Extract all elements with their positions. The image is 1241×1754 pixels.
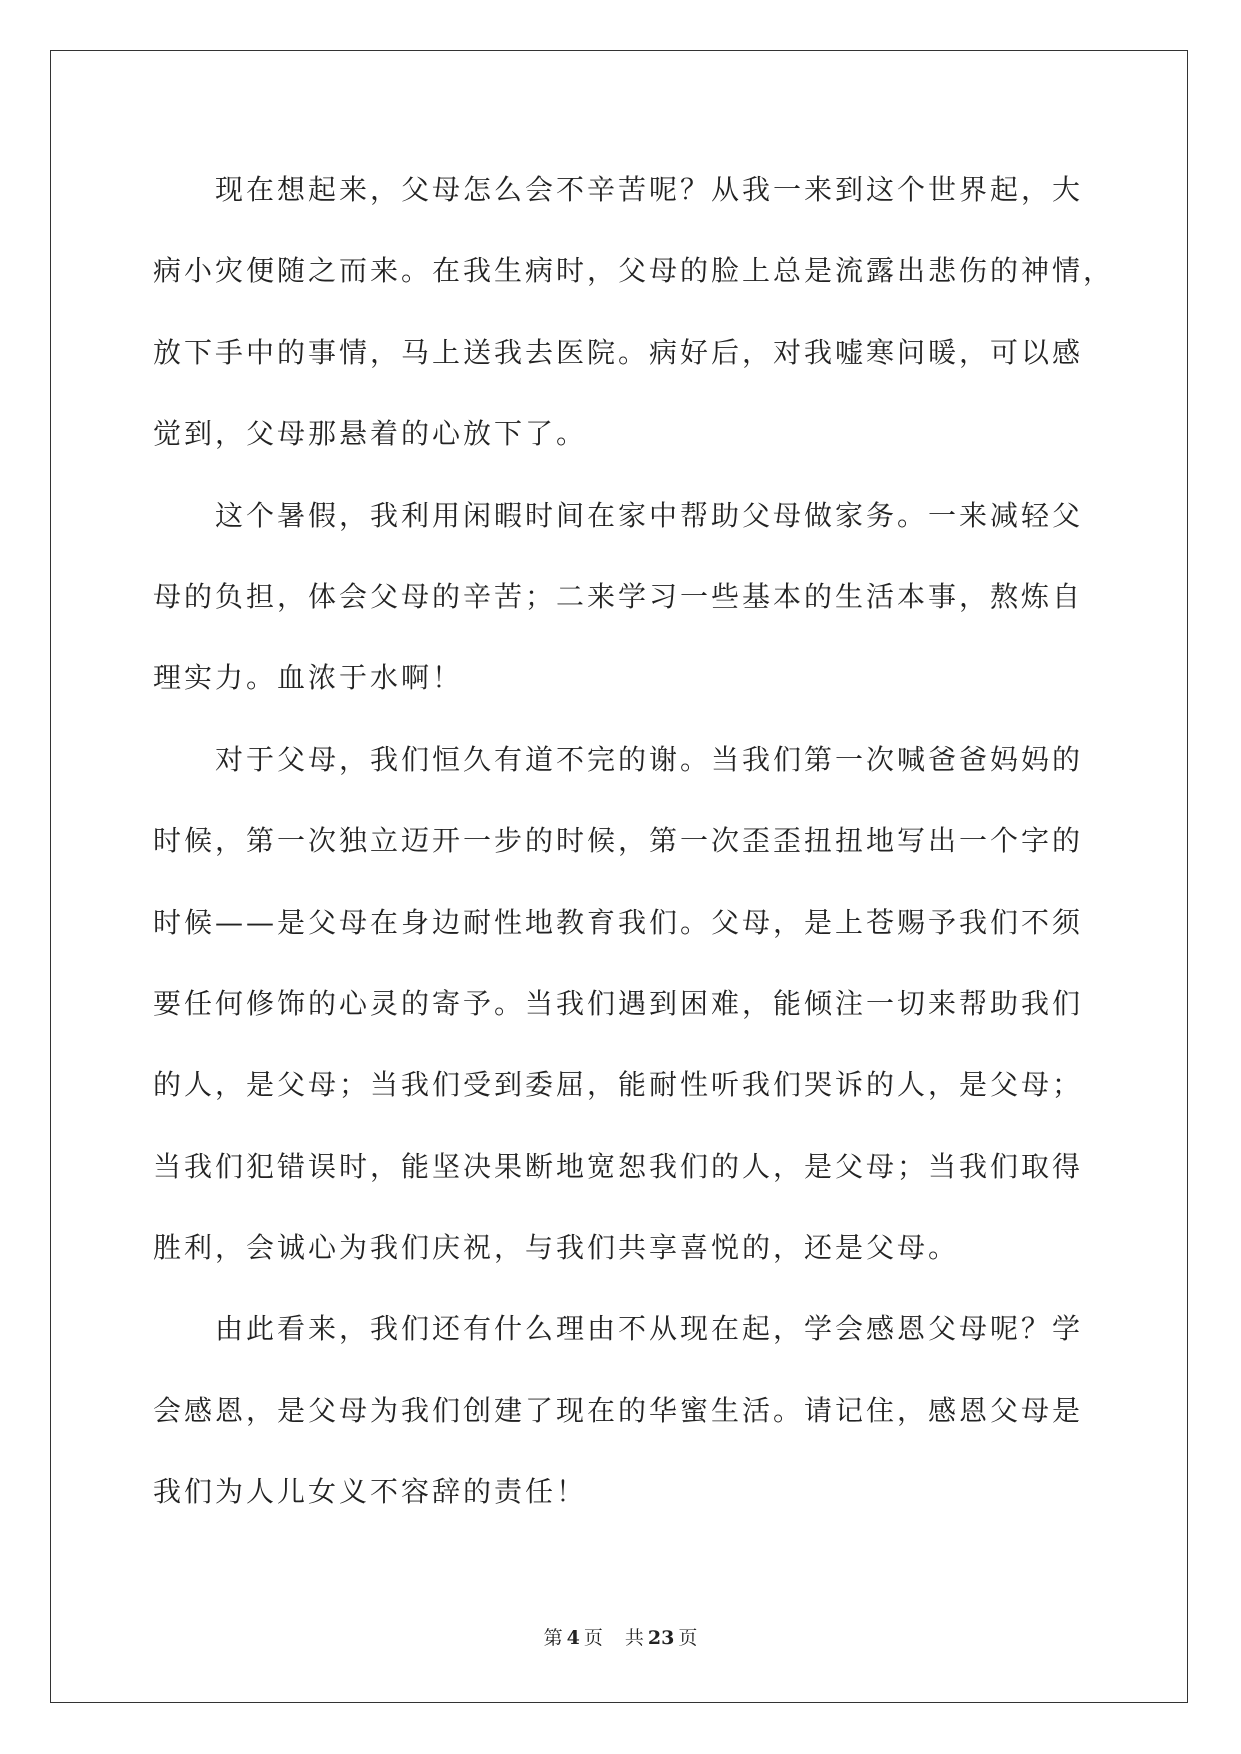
page-number-prefix: 第 [543, 1627, 563, 1649]
text-line: 理实力。血浓于水啊！ [153, 661, 464, 695]
document-body [153, 149, 1114, 1533]
text-line: 这个暑假，我利用闲暇时间在家中帮助父母做家务。一来减轻父 [215, 498, 1084, 532]
total-pages-suffix: 页 [678, 1627, 698, 1649]
paragraph [153, 475, 1114, 719]
text-line: 放下手中的事情，马上送我去医院。病好后，对我嘘寒问暖，可以感 [153, 335, 1084, 369]
page-footer [0, 1624, 1241, 1652]
text-line: 当我们犯错误时，能坚决果断地宽恕我们的人，是父母；当我们取得 [153, 1149, 1084, 1183]
text-line: 母的负担，体会父母的辛苦；二来学习一些基本的生活本事，熬炼自 [153, 579, 1084, 613]
text-line: 觉到，父母那悬着的心放下了。 [153, 417, 588, 451]
text-line: 时候，第一次独立迈开一步的时候，第一次歪歪扭扭地写出一个字的 [153, 824, 1084, 858]
total-pages-prefix: 共 [624, 1627, 644, 1649]
text-line: 现在想起来，父母怎么会不辛苦呢？从我一来到这个世界起，大 [215, 173, 1084, 206]
text-line: 胜利，会诚心为我们庆祝，与我们共享喜悦的，还是父母。 [153, 1231, 960, 1265]
text-line: 会感恩，是父母为我们创建了现在的华蜜生活。请记住，感恩父母是 [153, 1393, 1084, 1427]
text-line: 由此看来，我们还有什么理由不从现在起，学会感恩父母呢？学 [215, 1312, 1084, 1346]
page-number-suffix: 页 [583, 1627, 603, 1649]
text-line: 我们为人儿女义不容辞的责任！ [153, 1475, 588, 1509]
paragraph [153, 719, 1114, 1289]
text-line: 时候——是父母在身边耐性地教育我们。父母，是上苍赐予我们不须 [153, 905, 1084, 939]
text-line: 的人，是父母；当我们受到委屈，能耐性听我们哭诉的人，是父母； [153, 1068, 1084, 1102]
current-page-number: 4 [566, 1627, 580, 1649]
text-line: 对于父母，我们恒久有道不完的谢。当我们第一次喊爸爸妈妈的 [215, 742, 1084, 776]
text-line: 要任何修饰的心灵的寄予。当我们遇到困难，能倾注一切来帮助我们 [153, 986, 1084, 1020]
total-pages-number: 23 [647, 1627, 675, 1649]
paragraph [153, 1288, 1114, 1532]
paragraph [153, 149, 1114, 475]
text-line: 病小灾便随之而来。在我生病时，父母的脸上总是流露出悲伤的神情， [153, 254, 1115, 288]
